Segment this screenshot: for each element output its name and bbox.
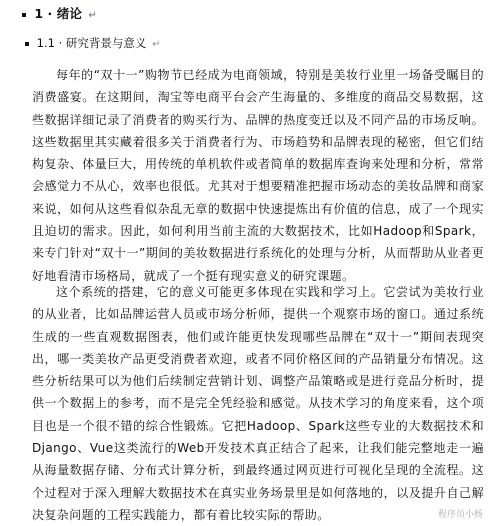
watermark-label: 程序员小杨 (437, 510, 483, 520)
heading-bullet-icon (22, 13, 26, 17)
section-number: 1.1 (36, 36, 55, 50)
subheading-bullet-icon (25, 42, 29, 46)
paragraph-mark-icon: ↵ (152, 39, 161, 50)
body-paragraph-1: 每年的“双十一”购物节已经成为电商领域，特别是美妆行业里一场备受瞩目的消费盛宴。在这期间，淘宝等电商平台会产生海量的、多维度的商品交易数据，这些数据详细记录了消费者的购买行为、品牌的热度变迁以及不同产品的市场反响。这些数据里其实藏着很多关于消费者行为、市场趋势和品牌表现的秘密，但它们结构复杂、体量巨大，用传统的单机软件或者简单的数据库查询来处理和分析，常常会感觉力不从心，效率也很低。尤其对于想要精准把握市场动态的美妆品牌和商家来说，如何从这些看似杂乱无章的数据中快速提炼出有价值的信息，成了一个现实且迫切的需求。因此，如何利用当前主流的大数据技术，比如Hadoop和Spark，来专门针对“双十一”期间的美妆数据进行系统化的处理与分析，从而帮助从业者更好地看清市场格局，就成了一个挺有现实意义的研究课题。 (32, 68, 484, 283)
paragraph-mark-icon: ↵ (88, 10, 97, 21)
section-title: 研究背景与意义 (65, 36, 147, 50)
body-paragraph-2: 这个系统的搭建，它的意义可能更多体现在实践和学习上。它尝试为美妆行业的从业者，比如品牌运营人员或市场分析师，提供一个观察市场的窗口。通过系统生成的一些直观数据图表，他们或许能更快发现哪些品牌在“双十一”期间表现突出，哪一类美妆产品更受消费者欢迎，或者不同价格区间的产品销量分布情况。这些分析结果可以为他们后续制定营销计划、调整产品策略或是进行竞品分析时，提供一个数据上的参考，而不是完全凭经验和感觉。从技术学习的角度来看，这个项目也是一个很不错的综合性锻炼。它把Hadoop、Spark这些专业的大数据技术和Django、Vue这类流行的Web开发技术真正结合了起来，让我们能完整地走一遍从海量数据存储、分布式计算分析，到最终通过网页进行可视化呈现的全流程。这个过程对于深入理解大数据技术在真实业务场景里是如何落地的，以及提升自己解决复杂问题的工程实践能力，都有着比较实际的帮助。 (32, 285, 484, 522)
chapter-number: 1 (34, 6, 44, 21)
chapter-title: 绪论 (56, 6, 82, 21)
section-heading: 1.1 · 研究背景与意义 ↵ (25, 37, 160, 51)
chapter-heading: 1 · 绪论 ↵ (22, 6, 97, 22)
